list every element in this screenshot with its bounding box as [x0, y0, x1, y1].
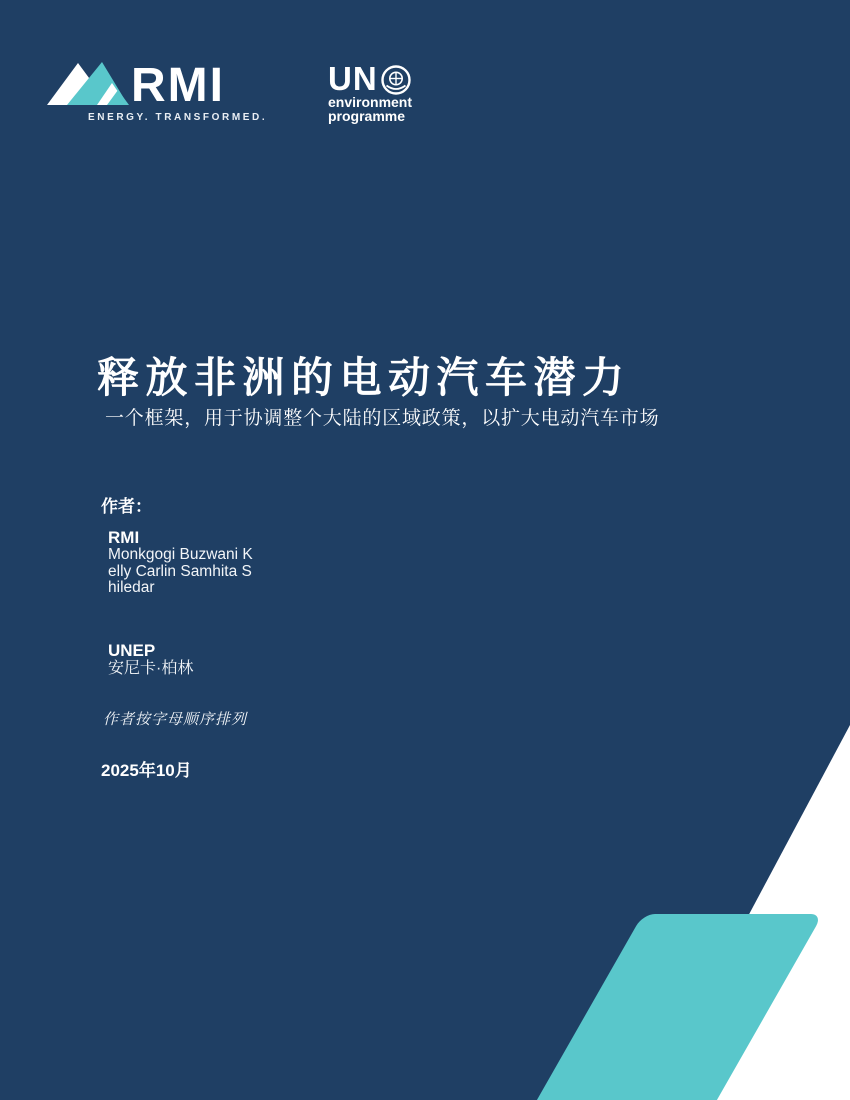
unep-logo — [328, 60, 458, 130]
author-org-rmi: RMI — [108, 528, 140, 547]
author-names-line: 安尼卡·柏林 — [108, 660, 194, 677]
rmi-mountains-icon — [46, 60, 138, 106]
author-names-line: elly Carlin Samhita S — [108, 562, 252, 580]
page-subtitle: 一个框架，用于协调整个大陆的区域政策，以扩大电动汽车市场 — [105, 408, 660, 429]
authors-heading: 作者： — [101, 497, 152, 516]
un-emblem-icon — [380, 64, 412, 96]
rmi-tagline: ENERGY. TRANSFORMED. — [88, 112, 268, 123]
unep-text-programme: programme — [328, 108, 406, 124]
rmi-logo — [46, 59, 268, 130]
author-org-unep: UNEP — [108, 641, 156, 660]
page-title: 释放非洲的电动汽车潜力 — [97, 354, 631, 402]
author-group-rmi — [108, 529, 253, 597]
author-group-unep — [108, 642, 193, 678]
author-names-line: Monkgogi Buzwani K — [108, 546, 253, 563]
rmi-wordmark: RMI — [131, 59, 225, 112]
alphabetical-order-note: 作者按字母顺序排列 — [103, 711, 248, 728]
author-names-line: hiledar — [108, 579, 155, 596]
unep-text-environment: environment — [328, 94, 413, 110]
un-wordmark: UN — [328, 60, 378, 97]
publication-date: 2025年10月 — [101, 761, 192, 780]
